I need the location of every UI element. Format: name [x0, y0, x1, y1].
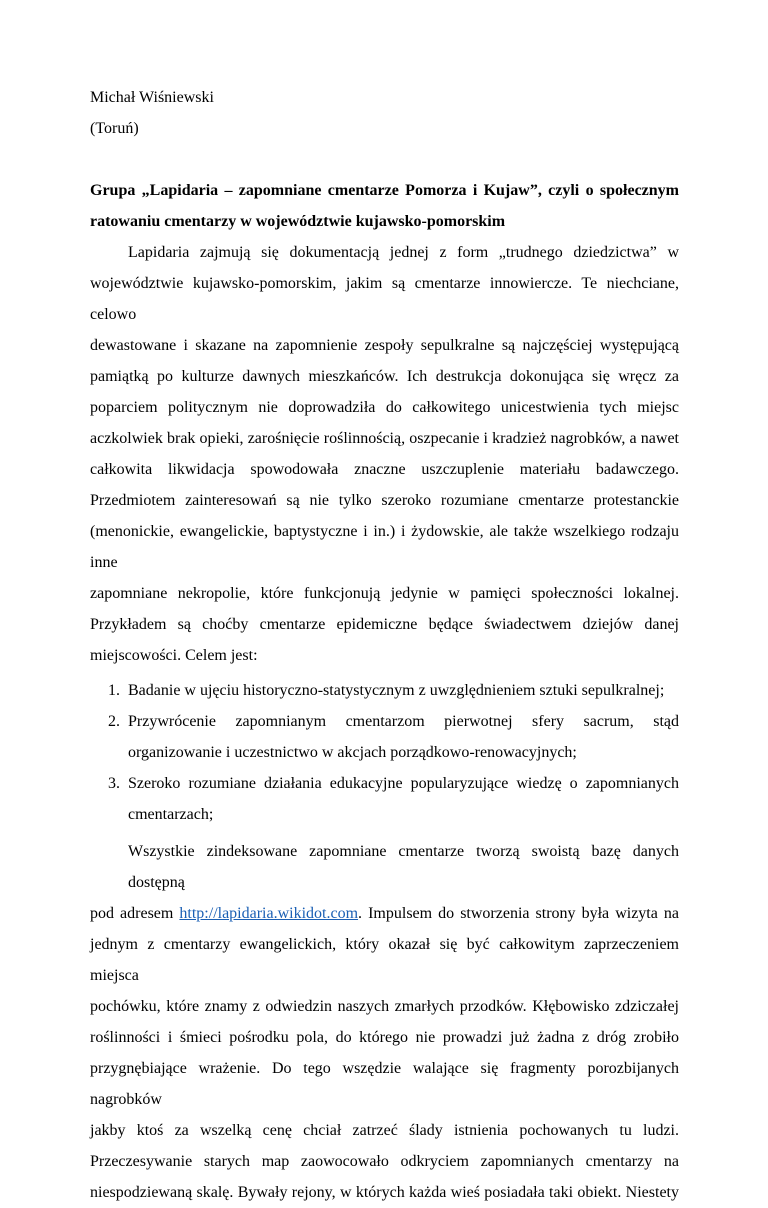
- paragraph-line: [90, 898, 679, 929]
- paragraph-line: Przeczesywanie starych map zaowocowało odkryciem zapomnianych cmentarzy na: [90, 1153, 679, 1170]
- paragraph-line: zapomniane nekropolie, które funkcjonują jedynie w pamięci społeczności lokalnej.: [90, 585, 679, 602]
- list-item: [90, 675, 679, 706]
- paragraph-line: aczkolwiek brak opieki, zarośnięcie roślinnością, oszpecanie i kradzież nagrobków, a nawet: [90, 430, 679, 447]
- lapidaria-website-link[interactable]: http://lapidaria.wikidot.com: [179, 905, 359, 922]
- paragraph-line: Przedmiotem zainteresowań są nie tylko szeroko rozumiane cmentarze protestanckie: [90, 492, 679, 509]
- paragraph-line: Przykładem są choćby cmentarze epidemiczne będące świadectwem dziejów danej: [90, 616, 679, 633]
- paragraph-line: jednym z cmentarzy ewangelickich, który okazał się być całkowitym zaprzeczeniem miejsca: [90, 936, 679, 984]
- list-item-number: 3.: [108, 775, 120, 792]
- paragraph-database: [90, 836, 679, 1208]
- paragraph-line: dewastowane i skazane na zapomnienie zespoły sepulkralne są najczęściej występującą: [90, 337, 679, 354]
- author-name: Michał Wiśniewski: [90, 89, 214, 106]
- list-item: [90, 768, 679, 830]
- paragraph-line: jakby ktoś za wszelką cenę chciał zatrzeć ślady istnienia pochowanych tu ludzi.: [90, 1122, 679, 1139]
- list-item-number: 2.: [108, 713, 120, 730]
- list-item: [90, 706, 679, 768]
- list-item-text: Badanie w ujęciu historyczno-statystycznym z uwzględnieniem sztuki sepulkralnej;: [128, 682, 665, 699]
- paragraph-line: Wszystkie zindeksowane zapomniane cmentarze tworzą swoistą bazę danych dostępną: [128, 843, 679, 891]
- list-item-text: cmentarzach;: [128, 806, 214, 823]
- text-fragment: . Impulsem do stworzenia strony była wizyta na: [358, 905, 679, 922]
- title-line: ratowaniu cmentarzy w województwie kujawsko-pomorskim: [90, 213, 506, 230]
- document-page: [90, 82, 679, 1208]
- goals-list: [90, 675, 679, 830]
- title-line: Grupa „Lapidaria – zapomniane cmentarze Pomorza i Kujaw”, czyli o społecznym: [90, 182, 679, 199]
- article-title: [90, 175, 679, 237]
- list-item-text: Szeroko rozumiane działania edukacyjne popularyzujące wiedzę o zapomnianych: [128, 775, 679, 792]
- paragraph-line: roślinności i śmieci pośrodku pola, do którego nie prowadzi już żadna z dróg zrobiło: [90, 1029, 679, 1046]
- paragraph-line: miejscowości. Celem jest:: [90, 647, 258, 664]
- list-item-text: Przywrócenie zapomnianym cmentarzom pierwotnej sfery sacrum, stąd: [128, 713, 679, 730]
- paragraph-intro: [90, 237, 679, 671]
- list-item-number: 1.: [108, 682, 120, 699]
- paragraph-line: niespodziewaną skalę. Bywały rejony, w których każda wieś posiadała taki obiekt. Niestety: [90, 1184, 679, 1201]
- text-fragment: pod adresem: [90, 905, 180, 922]
- paragraph-line: pochówku, które znamy z odwiedzin naszych zmarłych przodków. Kłębowisko zdziczałej: [90, 998, 679, 1015]
- paragraph-line: poparciem politycznym nie doprowadziła do całkowitego unicestwienia tych miejsc: [90, 399, 679, 416]
- paragraph-line: województwie kujawsko-pomorskim, jakim są cmentarze innowiercze. Te niechciane, celowo: [90, 275, 679, 323]
- author-affiliation: (Toruń): [90, 120, 139, 137]
- paragraph-line: Lapidaria zajmują się dokumentacją jednej z form „trudnego dziedzictwa” w: [128, 244, 679, 261]
- paragraph-line: całkowita likwidacja spowodowała znaczne uszczuplenie materiału badawczego.: [90, 461, 679, 478]
- paragraph-line: pamiątką po kulturze dawnych mieszkańców. Ich destrukcja dokonująca się wręcz za: [90, 368, 679, 385]
- paragraph-line: (menonickie, ewangelickie, baptystyczne i in.) i żydowskie, ale także wszelkiego rodzaju inne: [90, 523, 679, 571]
- paragraph-line: przygnębiające wrażenie. Do tego wszędzie walające się fragmenty porozbijanych nagrobków: [90, 1060, 679, 1108]
- list-item-text: organizowanie i uczestnictwo w akcjach porządkowo-renowacyjnych;: [128, 744, 577, 761]
